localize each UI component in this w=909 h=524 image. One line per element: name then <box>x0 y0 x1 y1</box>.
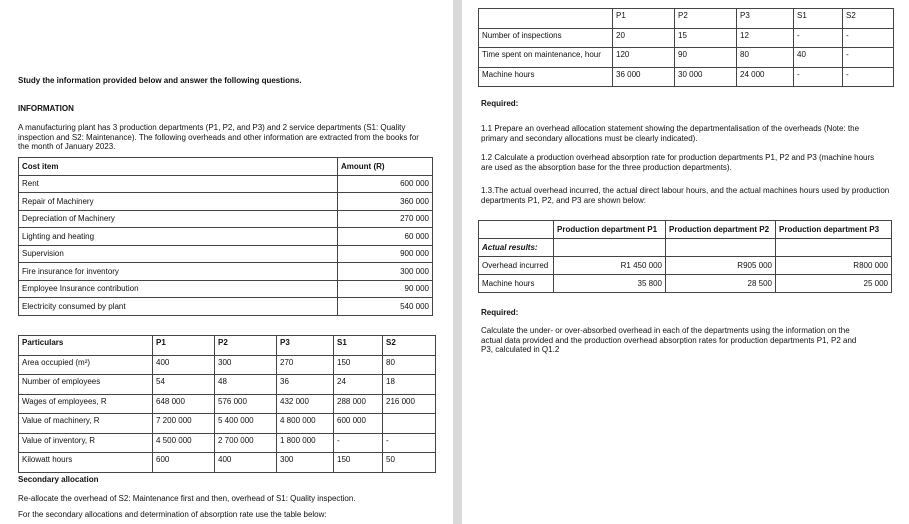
particular-label: Wages of employees, R <box>19 394 153 414</box>
table-row <box>19 263 433 281</box>
cost-item: Fire insurance for inventory <box>19 263 338 281</box>
cell: 150 <box>334 355 383 375</box>
cell: 216 000 <box>383 394 436 414</box>
cell: R1 450 000 <box>554 257 666 275</box>
header-s1: S1 <box>794 9 843 29</box>
header-amount: Amount (R) <box>338 158 433 176</box>
cell: 300 <box>277 453 334 473</box>
cost-table-header <box>19 158 433 176</box>
cost-table <box>18 157 433 316</box>
cell: 4 500 000 <box>153 433 215 453</box>
cost-item: Employee Insurance contribution <box>19 280 338 298</box>
particulars-header <box>19 336 436 356</box>
cell: 24 <box>334 375 383 395</box>
table-row <box>479 257 892 275</box>
actual-results-table <box>478 220 892 293</box>
secondary-title: Secondary allocation <box>18 475 99 484</box>
inspections-table <box>478 8 894 87</box>
cell: 28 500 <box>666 275 776 293</box>
cell: 600 000 <box>334 414 383 434</box>
cost-amount: 60 000 <box>338 228 433 246</box>
table-row <box>19 193 433 211</box>
cell <box>776 239 892 257</box>
cell: 120 <box>613 48 675 68</box>
table-row <box>19 298 433 316</box>
header-s1: S1 <box>334 336 383 356</box>
cell: - <box>843 48 894 68</box>
cell: 5 400 000 <box>215 414 277 434</box>
cost-item: Depreciation of Machinery <box>19 210 338 228</box>
cell: 270 <box>277 355 334 375</box>
header-blank <box>479 221 554 239</box>
row-label: Machine hours <box>479 67 613 87</box>
row-label: Overhead incurred <box>479 257 554 275</box>
cell: 80 <box>737 48 794 68</box>
cell: 432 000 <box>277 394 334 414</box>
question-1-2: 1.2 Calculate a production overhead absorption rate for production departments P1, P2 and P3 (machine hours are used as the absorption base for the three production departments). <box>481 153 875 172</box>
cell: 4 800 000 <box>277 414 334 434</box>
cell: 48 <box>215 375 277 395</box>
table-row <box>19 394 436 414</box>
table-row <box>19 414 436 434</box>
cost-item: Rent <box>19 175 338 193</box>
cell: 600 <box>153 453 215 473</box>
table-row <box>479 275 892 293</box>
header-blank <box>479 9 613 29</box>
cost-item: Repair of Machinery <box>19 193 338 211</box>
table-row <box>19 210 433 228</box>
table-row <box>19 355 436 375</box>
table-row <box>479 239 892 257</box>
cell: 30 000 <box>675 67 737 87</box>
actual-header <box>479 221 892 239</box>
cell: 648 000 <box>153 394 215 414</box>
cost-item: Lighting and heating <box>19 228 338 246</box>
header-dept-p3: Production department P3 <box>776 221 892 239</box>
header-s2: S2 <box>843 9 894 29</box>
cell: 150 <box>334 453 383 473</box>
table-row <box>19 280 433 298</box>
cell: 54 <box>153 375 215 395</box>
table-row <box>19 433 436 453</box>
header-dept-p2: Production department P2 <box>666 221 776 239</box>
required-title-2: Required: <box>481 308 519 317</box>
cell: - <box>794 67 843 87</box>
table-row <box>19 175 433 193</box>
particulars-table <box>18 335 436 473</box>
header-dept-p1: Production department P1 <box>554 221 666 239</box>
required-title: Required: <box>481 99 519 108</box>
particular-label: Value of inventory, R <box>19 433 153 453</box>
cost-amount: 540 000 <box>338 298 433 316</box>
header-particulars: Particulars <box>19 336 153 356</box>
cell: 50 <box>383 453 436 473</box>
cell: 35 800 <box>554 275 666 293</box>
cell: 24 000 <box>737 67 794 87</box>
cost-amount: 270 000 <box>338 210 433 228</box>
left-page <box>0 0 453 524</box>
cost-amount: 360 000 <box>338 193 433 211</box>
particular-label: Area occupied (m²) <box>19 355 153 375</box>
row-label: Time spent on maintenance, hour <box>479 48 613 68</box>
cost-amount: 600 000 <box>338 175 433 193</box>
cell: 36 <box>277 375 334 395</box>
cell: - <box>794 28 843 48</box>
table-row <box>19 375 436 395</box>
header-s2: S2 <box>383 336 436 356</box>
cell: 20 <box>613 28 675 48</box>
header-cost-item: Cost item <box>19 158 338 176</box>
cell: R800 000 <box>776 257 892 275</box>
actual-results-label: Actual results: <box>479 239 554 257</box>
table-row <box>19 245 433 263</box>
cell: R905 000 <box>666 257 776 275</box>
header-p1: P1 <box>153 336 215 356</box>
intro-text: A manufacturing plant has 3 production departments (P1, P2, and P3) and 2 service departments (S1: Quality inspection and S2: Maintenance). The following overheads and other information are extracted from the books for the month of January 2023. <box>18 123 419 151</box>
particular-label: Number of employees <box>19 375 153 395</box>
question-1-1: 1.1 Prepare an overhead allocation statement showing the departmentalisation of the overheads (Note: the primary and secondary allocations must be clearly indicated). <box>481 124 860 143</box>
table-row <box>19 228 433 246</box>
header-p2: P2 <box>675 9 737 29</box>
table-row <box>479 28 894 48</box>
cost-amount: 90 000 <box>338 280 433 298</box>
question-1-3: 1.3.The actual overhead incurred, the actual direct labour hours, and the actual machines hours used by production departments P1, P2, and P3 are shown below: <box>481 186 890 205</box>
cell: - <box>334 433 383 453</box>
cell <box>666 239 776 257</box>
cell: 288 000 <box>334 394 383 414</box>
cost-amount: 900 000 <box>338 245 433 263</box>
right-page <box>462 0 909 524</box>
inspections-header <box>479 9 894 29</box>
cell: 40 <box>794 48 843 68</box>
header-p3: P3 <box>277 336 334 356</box>
row-label: Machine hours <box>479 275 554 293</box>
header-p1: P1 <box>613 9 675 29</box>
final-question: Calculate the under- or over-absorbed overhead in each of the departments using the information on the actual data provided and the production overhead absorption rates for production departments P1, P2 and P3, calculated in Q1.2 <box>481 326 857 354</box>
cell: 2 700 000 <box>215 433 277 453</box>
cell: 1 800 000 <box>277 433 334 453</box>
cost-item: Electricity consumed by plant <box>19 298 338 316</box>
secondary-line-2: For the secondary allocations and determination of absorption rate use the table below: <box>18 510 327 519</box>
cell: 12 <box>737 28 794 48</box>
cell: - <box>383 433 436 453</box>
table-row <box>479 67 894 87</box>
cost-amount: 300 000 <box>338 263 433 281</box>
cell <box>383 414 436 434</box>
cell: 300 <box>215 355 277 375</box>
header-p3: P3 <box>737 9 794 29</box>
table-row <box>479 48 894 68</box>
cell: 15 <box>675 28 737 48</box>
cell: 7 200 000 <box>153 414 215 434</box>
cell: 36 000 <box>613 67 675 87</box>
cell <box>554 239 666 257</box>
cell: 90 <box>675 48 737 68</box>
cell: 400 <box>215 453 277 473</box>
cell: 80 <box>383 355 436 375</box>
cell: 576 000 <box>215 394 277 414</box>
cell: 25 000 <box>776 275 892 293</box>
header-p2: P2 <box>215 336 277 356</box>
particular-label: Kilowatt hours <box>19 453 153 473</box>
particular-label: Value of machinery, R <box>19 414 153 434</box>
cell: 400 <box>153 355 215 375</box>
info-title: INFORMATION <box>18 104 74 113</box>
table-row <box>19 453 436 473</box>
cell: - <box>843 67 894 87</box>
cost-item: Supervision <box>19 245 338 263</box>
cell: 18 <box>383 375 436 395</box>
row-label: Number of inspections <box>479 28 613 48</box>
cell: - <box>843 28 894 48</box>
heading: Study the information provided below and answer the following questions. <box>18 76 302 85</box>
secondary-line-1: Re-allocate the overhead of S2: Maintenance first and then, overhead of S1: Quality inspection. <box>18 494 356 503</box>
